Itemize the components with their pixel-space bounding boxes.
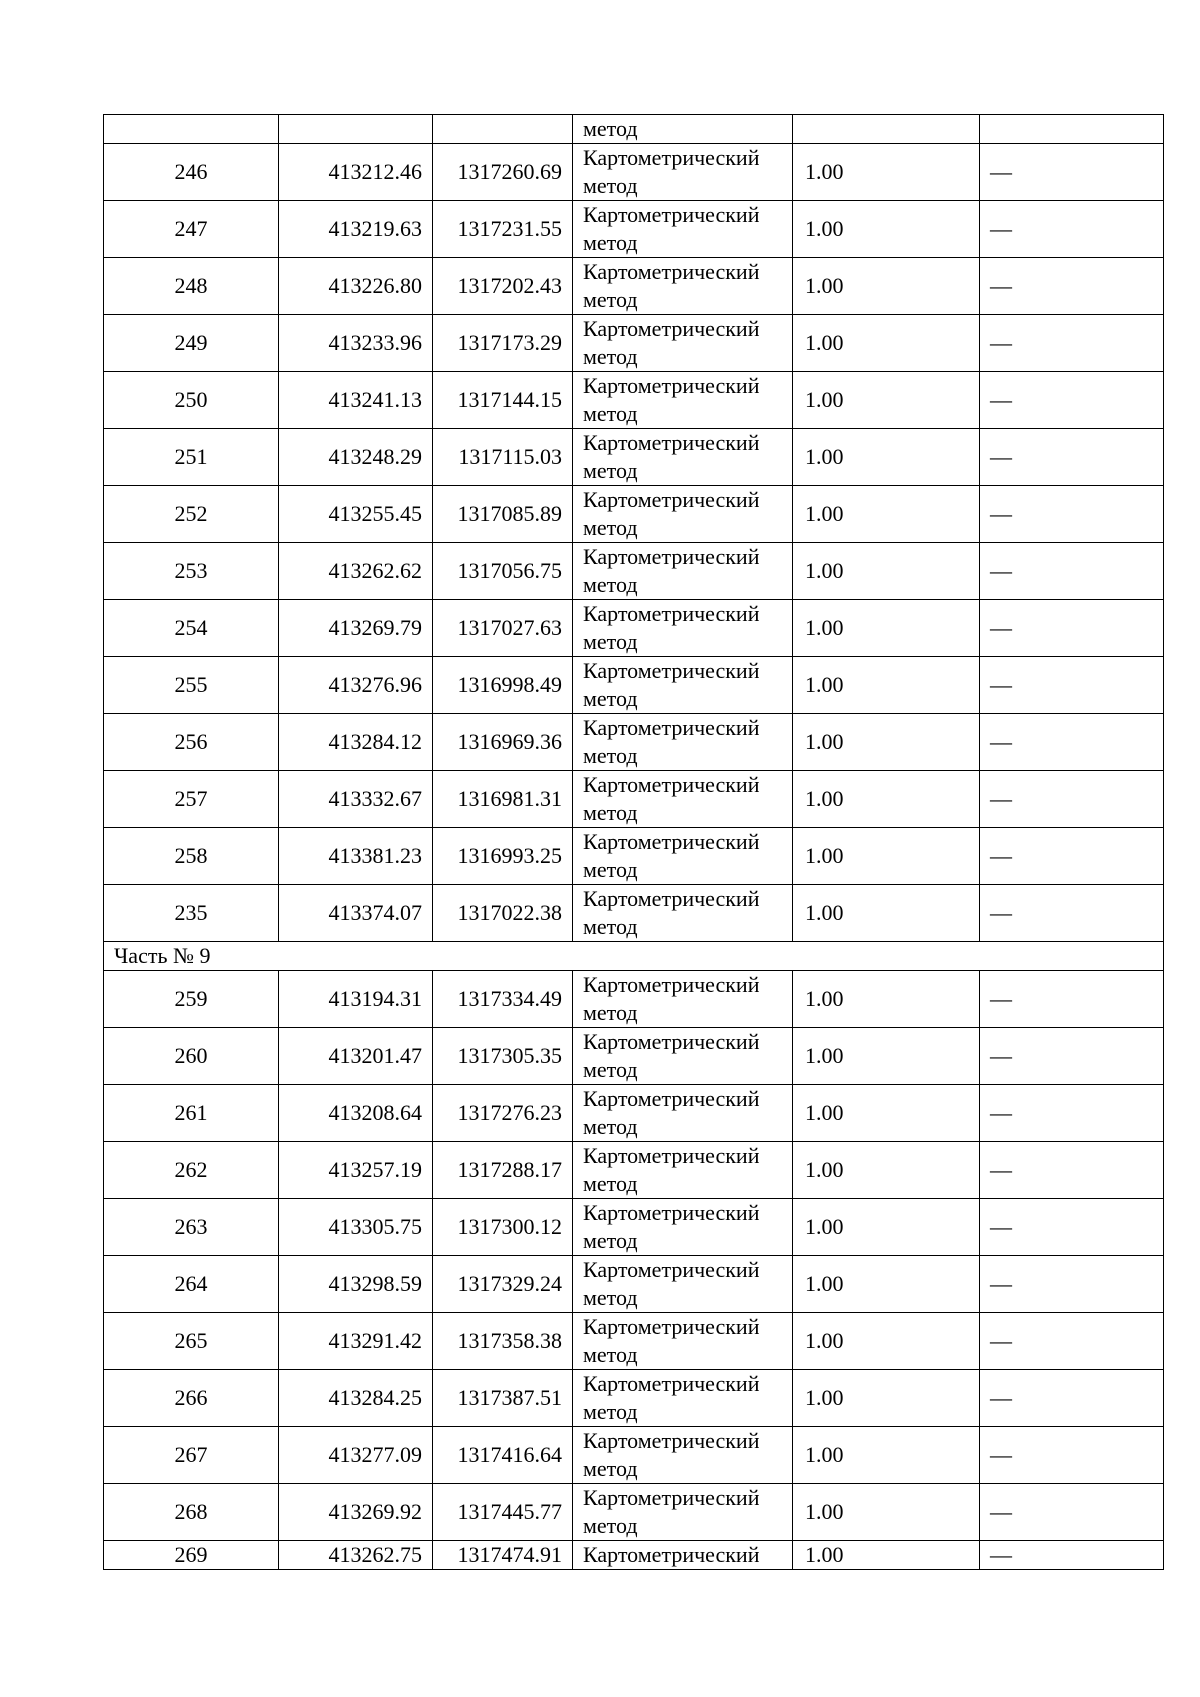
cell-y: 1317300.12 xyxy=(433,1199,573,1256)
cell-description: — xyxy=(980,1028,1164,1085)
cell-y: 1317027.63 xyxy=(433,600,573,657)
method-line-1: Картометрический xyxy=(583,772,760,797)
method-line-2: метод xyxy=(583,1285,638,1310)
cell-x: 413284.12 xyxy=(279,714,433,771)
part-label: Часть № 9 xyxy=(104,942,1164,971)
method-line-2: метод xyxy=(583,686,638,711)
cell-accuracy: 1.00 xyxy=(793,1028,980,1085)
cell-point-number: 255 xyxy=(104,657,279,714)
method-line-2: метод xyxy=(583,1342,638,1367)
cell-x: 413194.31 xyxy=(279,971,433,1028)
cell-accuracy: 1.00 xyxy=(793,885,980,942)
table-row xyxy=(104,714,1164,771)
table-row xyxy=(104,1313,1164,1370)
method-line-2: метод xyxy=(583,1000,638,1025)
cell-method xyxy=(573,1085,793,1142)
cell-x: 413291.42 xyxy=(279,1313,433,1370)
cell-description: — xyxy=(980,543,1164,600)
method-line-2: метод xyxy=(583,173,638,198)
cell-point-number xyxy=(104,115,279,144)
method-line-2: метод xyxy=(583,1228,638,1253)
cell-accuracy: 1.00 xyxy=(793,1142,980,1199)
cell-y: 1317329.24 xyxy=(433,1256,573,1313)
coordinates-table-body xyxy=(104,115,1164,1570)
cell-point-number: 254 xyxy=(104,600,279,657)
cell-x: 413248.29 xyxy=(279,429,433,486)
cell-x: 413269.79 xyxy=(279,600,433,657)
table-row xyxy=(104,1085,1164,1142)
table-row xyxy=(104,372,1164,429)
cell-method xyxy=(573,201,793,258)
cell-point-number: 235 xyxy=(104,885,279,942)
method-line-1: Картометрический xyxy=(583,715,760,740)
table-row xyxy=(104,771,1164,828)
cell-method xyxy=(573,429,793,486)
cell-description: — xyxy=(980,372,1164,429)
cell-description: — xyxy=(980,315,1164,372)
cell-x: 413208.64 xyxy=(279,1085,433,1142)
cell-accuracy: 1.00 xyxy=(793,1256,980,1313)
cell-x: 413374.07 xyxy=(279,885,433,942)
cell-accuracy: 1.00 xyxy=(793,657,980,714)
cell-y: 1317288.17 xyxy=(433,1142,573,1199)
cell-method xyxy=(573,543,793,600)
cell-point-number: 252 xyxy=(104,486,279,543)
cell-x: 413212.46 xyxy=(279,144,433,201)
cell-method xyxy=(573,771,793,828)
cell-method xyxy=(573,258,793,315)
table-row xyxy=(104,1427,1164,1484)
cell-accuracy: 1.00 xyxy=(793,828,980,885)
method-line-1: Картометрический xyxy=(583,259,760,284)
method-line-1: Картометрический xyxy=(583,1314,760,1339)
cell-description: — xyxy=(980,885,1164,942)
cell-description: — xyxy=(980,714,1164,771)
cell-description: — xyxy=(980,1427,1164,1484)
cell-accuracy: 1.00 xyxy=(793,486,980,543)
table-row xyxy=(104,1484,1164,1541)
cell-y: 1317474.91 xyxy=(433,1541,573,1570)
cell-y: 1317085.89 xyxy=(433,486,573,543)
cell-method xyxy=(573,486,793,543)
table-row xyxy=(104,258,1164,315)
cell-y: 1317115.03 xyxy=(433,429,573,486)
cell-point-number: 256 xyxy=(104,714,279,771)
cell-description: — xyxy=(980,1256,1164,1313)
table-row xyxy=(104,657,1164,714)
table-row xyxy=(104,486,1164,543)
cell-accuracy: 1.00 xyxy=(793,1484,980,1541)
table-row xyxy=(104,600,1164,657)
cell-accuracy: 1.00 xyxy=(793,258,980,315)
cell-description: — xyxy=(980,201,1164,258)
method-line-2: метод xyxy=(583,287,638,312)
cell-point-number: 260 xyxy=(104,1028,279,1085)
cell-y: 1317305.35 xyxy=(433,1028,573,1085)
cell-description: — xyxy=(980,486,1164,543)
method-line-1: Картометрический xyxy=(583,829,760,854)
method-line-2: метод xyxy=(583,458,638,483)
table-row xyxy=(104,971,1164,1028)
cell-point-number: 253 xyxy=(104,543,279,600)
cell-x: 413262.75 xyxy=(279,1541,433,1570)
method-line-1: Картометрический xyxy=(583,972,760,997)
table-row xyxy=(104,1370,1164,1427)
cell-y: 1317022.38 xyxy=(433,885,573,942)
cell-y: 1316998.49 xyxy=(433,657,573,714)
table-row xyxy=(104,144,1164,201)
method-line-2: метод xyxy=(583,1456,638,1481)
cell-point-number: 259 xyxy=(104,971,279,1028)
cell-accuracy: 1.00 xyxy=(793,144,980,201)
cell-description: — xyxy=(980,1142,1164,1199)
cell-method xyxy=(573,714,793,771)
method-line-2: метод xyxy=(583,800,638,825)
cell-description: — xyxy=(980,258,1164,315)
cell-method xyxy=(573,885,793,942)
table-row xyxy=(104,1142,1164,1199)
method-line-2: метод xyxy=(583,914,638,939)
method-line-2: метод xyxy=(583,230,638,255)
cell-y: 1317334.49 xyxy=(433,971,573,1028)
cell-point-number: 266 xyxy=(104,1370,279,1427)
method-line-1: Картометрический xyxy=(583,430,760,455)
cell-accuracy: 1.00 xyxy=(793,1427,980,1484)
cell-x: 413219.63 xyxy=(279,201,433,258)
cell-y: 1317387.51 xyxy=(433,1370,573,1427)
cell-y: 1316981.31 xyxy=(433,771,573,828)
cell-y: 1317416.64 xyxy=(433,1427,573,1484)
cell-point-number: 247 xyxy=(104,201,279,258)
cell-description: — xyxy=(980,1484,1164,1541)
method-line-1: Картометрический xyxy=(583,373,760,398)
method-line-1: Картометрический xyxy=(583,1371,760,1396)
cell-y xyxy=(433,115,573,144)
cell-method xyxy=(573,1427,793,1484)
cell-method xyxy=(573,144,793,201)
cell-method xyxy=(573,1256,793,1313)
method-line-2: метод xyxy=(583,857,638,882)
method-line-1: Картометрический xyxy=(583,202,760,227)
cell-method xyxy=(573,372,793,429)
coordinates-document xyxy=(103,114,1163,1570)
method-line-1: Картометрический xyxy=(583,1485,760,1510)
method-line-1: Картометрический xyxy=(583,487,760,512)
cell-y: 1316969.36 xyxy=(433,714,573,771)
cell-method xyxy=(573,1370,793,1427)
cell-method xyxy=(573,315,793,372)
cell-description: — xyxy=(980,1199,1164,1256)
cell-method xyxy=(573,1142,793,1199)
cell-y: 1317231.55 xyxy=(433,201,573,258)
cell-y: 1317202.43 xyxy=(433,258,573,315)
cell-method xyxy=(573,1484,793,1541)
cell-description: — xyxy=(980,1085,1164,1142)
table-row xyxy=(104,1256,1164,1313)
coordinates-table xyxy=(103,114,1164,1570)
cell-x: 413257.19 xyxy=(279,1142,433,1199)
cell-y: 1317358.38 xyxy=(433,1313,573,1370)
cell-x: 413276.96 xyxy=(279,657,433,714)
cell-x: 413269.92 xyxy=(279,1484,433,1541)
cell-description: — xyxy=(980,771,1164,828)
cell-accuracy: 1.00 xyxy=(793,771,980,828)
cell-method xyxy=(573,657,793,714)
cell-point-number: 249 xyxy=(104,315,279,372)
cell-point-number: 269 xyxy=(104,1541,279,1570)
table-row xyxy=(104,543,1164,600)
method-line-2: метод xyxy=(583,1171,638,1196)
cell-y: 1317173.29 xyxy=(433,315,573,372)
cell-method xyxy=(573,1313,793,1370)
cell-x: 413277.09 xyxy=(279,1427,433,1484)
cell-accuracy: 1.00 xyxy=(793,1541,980,1570)
cell-description: — xyxy=(980,1370,1164,1427)
cell-point-number: 262 xyxy=(104,1142,279,1199)
table-row xyxy=(104,1541,1164,1570)
cell-x: 413226.80 xyxy=(279,258,433,315)
cell-point-number: 264 xyxy=(104,1256,279,1313)
cell-accuracy: 1.00 xyxy=(793,543,980,600)
cell-y: 1317056.75 xyxy=(433,543,573,600)
cell-description: — xyxy=(980,600,1164,657)
cell-x: 413233.96 xyxy=(279,315,433,372)
cell-description xyxy=(980,115,1164,144)
cell-point-number: 257 xyxy=(104,771,279,828)
cell-y: 1317144.15 xyxy=(433,372,573,429)
method-line-2: метод xyxy=(583,515,638,540)
table-row xyxy=(104,315,1164,372)
method-line-1: Картометрический xyxy=(583,1200,760,1225)
cell-x: 413381.23 xyxy=(279,828,433,885)
cell-description: — xyxy=(980,971,1164,1028)
cell-method xyxy=(573,1199,793,1256)
cell-accuracy: 1.00 xyxy=(793,971,980,1028)
cell-x: 413201.47 xyxy=(279,1028,433,1085)
method-line-2: метод xyxy=(583,1057,638,1082)
cell-point-number: 267 xyxy=(104,1427,279,1484)
cell-point-number: 258 xyxy=(104,828,279,885)
method-line-2: метод xyxy=(583,1399,638,1424)
cell-description: — xyxy=(980,429,1164,486)
cell-accuracy: 1.00 xyxy=(793,1370,980,1427)
cell-point-number: 261 xyxy=(104,1085,279,1142)
method-line-1: Картометрический xyxy=(583,1143,760,1168)
method-line-1: Картометрический xyxy=(583,601,760,626)
method-line-1: Картометрический xyxy=(583,1257,760,1282)
cell-x: 413305.75 xyxy=(279,1199,433,1256)
cell-accuracy: 1.00 xyxy=(793,1313,980,1370)
cell-method: метод xyxy=(573,115,793,144)
cell-description: — xyxy=(980,657,1164,714)
method-line-1: Картометрический xyxy=(583,145,760,170)
cell-point-number: 268 xyxy=(104,1484,279,1541)
cell-description: — xyxy=(980,828,1164,885)
cell-method xyxy=(573,971,793,1028)
method-line-2: метод xyxy=(583,743,638,768)
cell-accuracy: 1.00 xyxy=(793,1085,980,1142)
cell-x: 413255.45 xyxy=(279,486,433,543)
continued-row xyxy=(104,115,1164,144)
table-row xyxy=(104,1028,1164,1085)
cell-accuracy: 1.00 xyxy=(793,201,980,258)
method-line-2: метод xyxy=(583,401,638,426)
cell-accuracy: 1.00 xyxy=(793,429,980,486)
cell-x: 413332.67 xyxy=(279,771,433,828)
cell-y: 1317445.77 xyxy=(433,1484,573,1541)
method-line-2: метод xyxy=(583,344,638,369)
method-line-1: Картометрический xyxy=(583,1428,760,1453)
method-line-1: Картометрический xyxy=(583,1542,760,1567)
cell-point-number: 263 xyxy=(104,1199,279,1256)
method-line-1: Картометрический xyxy=(583,658,760,683)
table-row xyxy=(104,1199,1164,1256)
cell-accuracy: 1.00 xyxy=(793,600,980,657)
method-line-1: Картометрический xyxy=(583,1029,760,1054)
cell-x xyxy=(279,115,433,144)
cell-x: 413262.62 xyxy=(279,543,433,600)
table-row xyxy=(104,429,1164,486)
cell-point-number: 250 xyxy=(104,372,279,429)
table-row xyxy=(104,828,1164,885)
cell-method xyxy=(573,1028,793,1085)
cell-accuracy: 1.00 xyxy=(793,372,980,429)
table-row xyxy=(104,885,1164,942)
method-line-2: метод xyxy=(583,572,638,597)
cell-description: — xyxy=(980,1541,1164,1570)
method-line-1: Картометрический xyxy=(583,316,760,341)
cell-y: 1317276.23 xyxy=(433,1085,573,1142)
cell-method xyxy=(573,600,793,657)
cell-point-number: 246 xyxy=(104,144,279,201)
method-line-1: Картометрический xyxy=(583,544,760,569)
method-line-2: метод xyxy=(583,1513,638,1538)
cell-method xyxy=(573,1541,793,1570)
cell-accuracy: 1.00 xyxy=(793,1199,980,1256)
cell-description: — xyxy=(980,1313,1164,1370)
method-line-2: метод xyxy=(583,629,638,654)
table-row xyxy=(104,201,1164,258)
cell-description: — xyxy=(980,144,1164,201)
cell-accuracy: 1.00 xyxy=(793,315,980,372)
cell-point-number: 251 xyxy=(104,429,279,486)
part-header-row xyxy=(104,942,1164,971)
method-line-1: Картометрический xyxy=(583,886,760,911)
cell-point-number: 265 xyxy=(104,1313,279,1370)
cell-y: 1316993.25 xyxy=(433,828,573,885)
cell-y: 1317260.69 xyxy=(433,144,573,201)
cell-method xyxy=(573,828,793,885)
cell-accuracy xyxy=(793,115,980,144)
cell-accuracy: 1.00 xyxy=(793,714,980,771)
cell-x: 413241.13 xyxy=(279,372,433,429)
cell-x: 413284.25 xyxy=(279,1370,433,1427)
method-line-2: метод xyxy=(583,1114,638,1139)
method-line-1: Картометрический xyxy=(583,1086,760,1111)
cell-point-number: 248 xyxy=(104,258,279,315)
cell-x: 413298.59 xyxy=(279,1256,433,1313)
